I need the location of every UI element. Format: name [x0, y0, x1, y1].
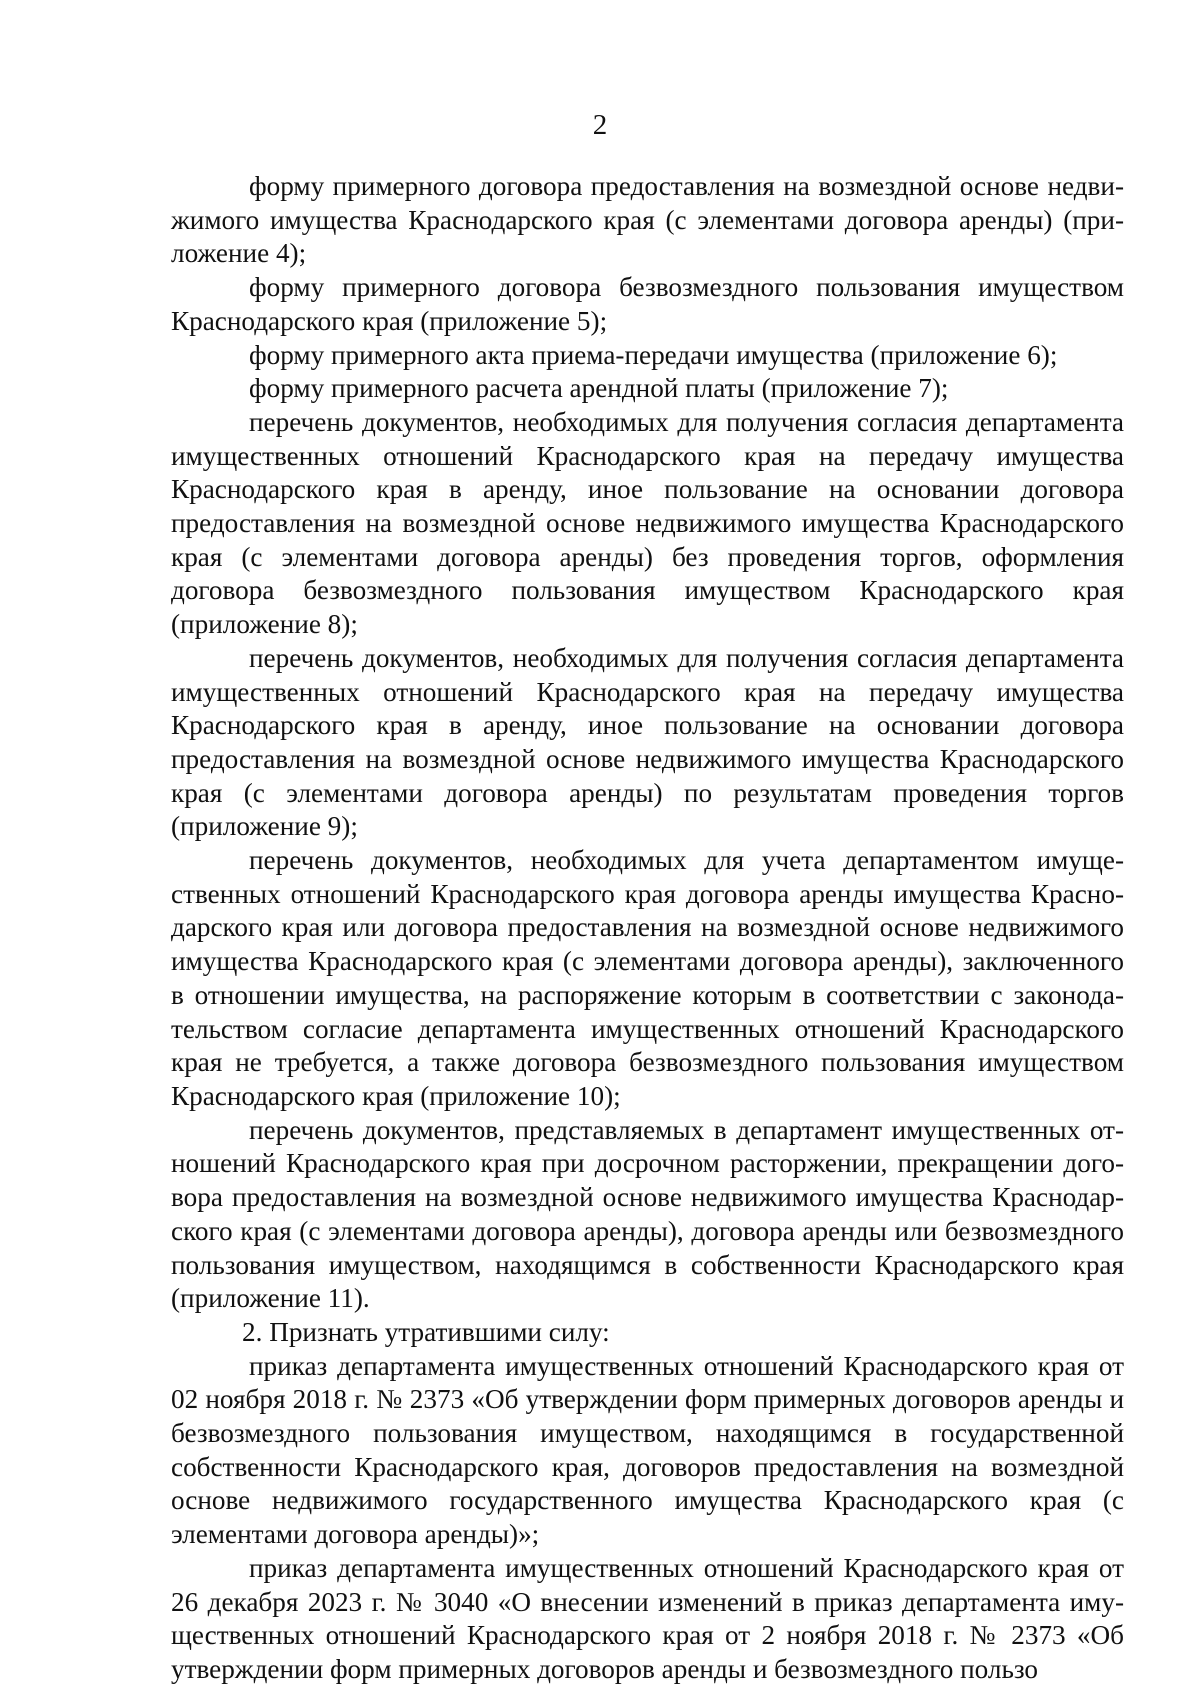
paragraph-appendix-4: форму примерного договора предоставления на возмездной основе недвижимого имущества Краснодарского края (с элементами договора аренды) (приложение 4); — [171, 171, 1124, 269]
paragraph-appendix-7: форму примерного расчета арендной платы (приложение 7); — [249, 373, 949, 404]
paragraph-appendix-10: перечень документов, необходимых для учета департаментом имущественных отношений Краснодарского края договора аренды имущества Краснодарского края или договора предоставления на возмездной основе недвижимого имущества Краснодарского края (с элементами договора аренды), заключенного в отношении имущества, на распоряжение которым в соответствии с законодательством согласие департамента имущественных отношений Краснодарского края не требуется, а также договора безвозмездного пользования имуществом Краснодарского края (приложение 10); — [171, 845, 1124, 1111]
paragraph-order-2023: приказ департамента имущественных отношений Краснодарского края от 26 декабря 2023 г. № 3040 «О внесении изменений в приказ департамента имущественных отношений Краснодарского края от 2 ноября 2018 г. № 2373 «Об утверждении форм примерных договоров аренды и безвозмездного пользо — [171, 1552, 1124, 1684]
document-body — [171, 170, 1124, 1687]
paragraph-order-2018: приказ департамента имущественных отношений Краснодарского края от 02 ноября 2018 г. № 2373 «Об утверждении форм примерных договоров аренды и безвозмездного пользования имуществом, находящимся в государственной собственности Краснодарского края, договоров предоставления на возмездной основе недвижимого государственного имущества Краснодарского края (с элементами договора аренды)»; — [171, 1350, 1124, 1550]
paragraph-appendix-6: форму примерного акта приема-передачи имущества (приложение 6); — [249, 339, 1058, 370]
paragraph-appendix-5: форму примерного договора безвозмездного пользования имуществом Краснодарского края (приложение 5); — [171, 272, 1124, 336]
section-2-heading: 2. Признать утратившими силу: — [242, 1316, 610, 1347]
page-number: 2 — [592, 109, 608, 141]
paragraph-appendix-9: перечень документов, необходимых для получения согласия департамента имущественных отношений Краснодарского края на передачу имущества Краснодарского края в аренду, иное пользование на основании договора предоставления на возмездной основе недвижимого имущества Краснодарского края (с элементами договора аренды) по результатам проведения торгов (приложение 9); — [171, 642, 1124, 842]
paragraph-appendix-8: перечень документов, необходимых для получения согласия департамента имущественных отношений Краснодарского края на передачу имущества Краснодарского края в аренду, иное пользование на основании договора предоставления на возмездной основе недвижимого имущества Краснодарского края (с элементами договора аренды) без проведения торгов, оформления договора безвозмездного пользования имуществом Краснодарского края (приложение 8); — [171, 406, 1124, 640]
paragraph-appendix-11: перечень документов, представляемых в департамент имущественных отношений Краснодарского края при досрочном расторжении, прекращении договора предоставления на возмездной основе недвижимого имущества Краснодарского края (с элементами договора аренды), договора аренды или безвозмездного пользования имуществом, находящимся в собственности Краснодарского края (приложение 11). — [171, 1114, 1124, 1314]
